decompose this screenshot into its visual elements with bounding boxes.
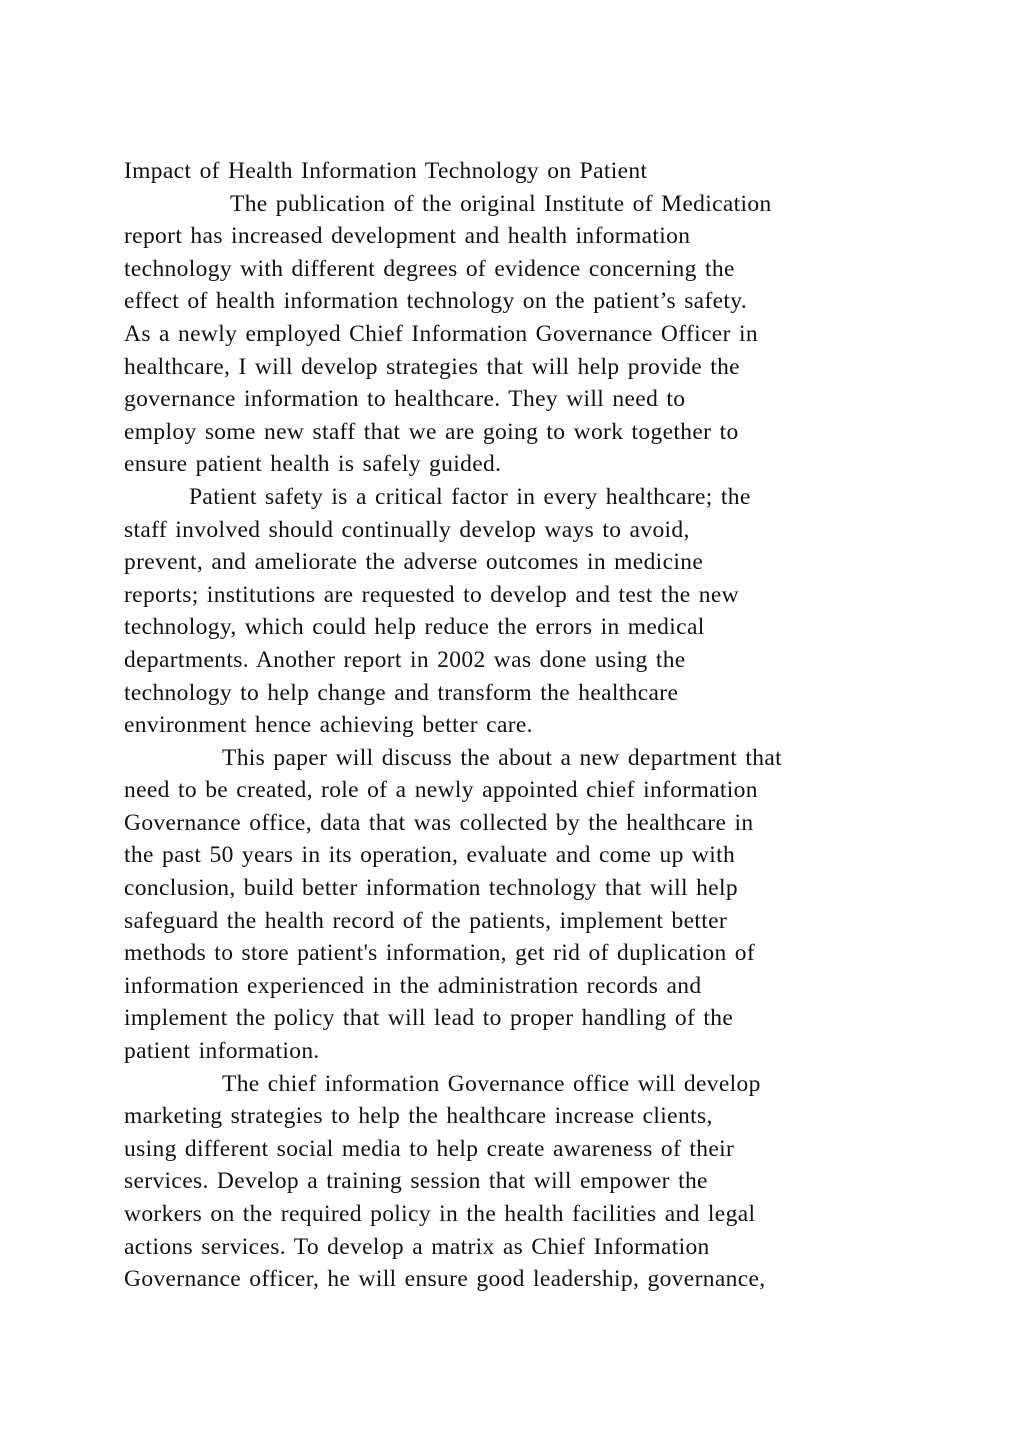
paragraph-2-line: prevent, and ameliorate the adverse outcomes in medicine [124,549,704,576]
paragraph-2-line: technology, which could help reduce the errors in medical [124,614,705,641]
document-body [124,155,904,1296]
paragraph-2-line: technology to help change and transform the healthcare [124,679,679,706]
paragraph-4-line: Governance officer, he will ensure good leadership, governance, [124,1266,766,1293]
document-title: Impact of Health Information Technology on Patient [124,158,648,184]
paragraph-4-line: using different social media to help create awareness of their [124,1135,735,1162]
paragraph-1-line: technology with different degrees of evidence concerning the [124,255,735,282]
paragraph-3-line: conclusion, build better information technology that will help [124,875,738,902]
paragraph-1-line: The publication of the original Institute of Medication [230,190,772,217]
paragraph-4-line: services. Develop a training session that will empower the [124,1168,708,1195]
paragraph-3-line: safeguard the health record of the patients, implement better [124,907,728,934]
paragraph-3-line: patient information. [124,1038,320,1065]
paragraph-3-line: the past 50 years in its operation, evaluate and come up with [124,842,736,869]
paragraph-2-line: staff involved should continually develop ways to avoid, [124,516,690,543]
paragraph-3-line: implement the policy that will lead to proper handling of the [124,1005,734,1032]
paragraph-2-line: environment hence achieving better care. [124,712,533,739]
paragraph-2-line: departments. Another report in 2002 was done using the [124,646,686,673]
paragraph-3-line: This paper will discuss the about a new department that [222,744,782,771]
paragraph-2-line: reports; institutions are requested to develop and test the new [124,581,739,608]
paragraph-3-line: information experienced in the administration records and [124,972,702,999]
paragraph-2-line: Patient safety is a critical factor in every healthcare; the [189,483,751,510]
paragraph-3-line: Governance office, data that was collected by the healthcare in [124,809,754,836]
paragraph-4-line: workers on the required policy in the health facilities and legal [124,1201,756,1227]
paragraph-1-line: healthcare, I will develop strategies that will help provide the [124,353,740,380]
paragraph-3-line: need to be created, role of a newly appointed chief information [124,777,758,804]
paragraph-3-line: methods to store patient's information, get rid of duplication of [124,940,756,967]
paragraph-1-line: As a newly employed Chief Information Governance Officer in [124,320,758,347]
paragraph-1-line: employ some new staff that we are going to work together to [124,418,739,445]
paragraph-4-line: marketing strategies to help the healthcare increase clients, [124,1103,713,1130]
paragraph-1-line: effect of health information technology on the patient’s safety. [124,288,748,315]
paragraph-1-line: report has increased development and health information [124,223,691,250]
paragraph-1-line: governance information to healthcare. They will need to [124,386,686,413]
paragraph-1-line: ensure patient health is safely guided. [124,451,502,478]
paragraph-4-line: The chief information Governance office will develop [222,1070,761,1097]
paragraph-4-line: actions services. To develop a matrix as Chief Information [124,1233,710,1260]
